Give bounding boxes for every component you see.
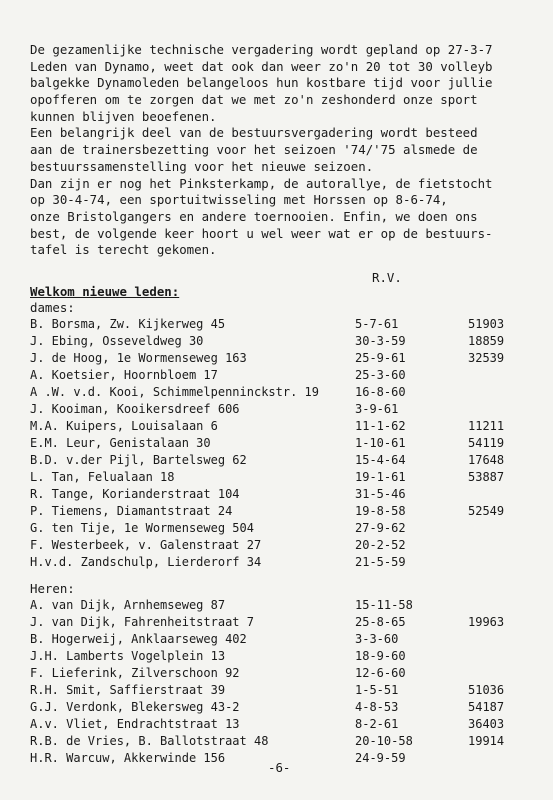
intro-line: onze Bristolgangers en andere toernooien. Enfin, we doen ons <box>30 208 478 224</box>
member-name: E.M. Leur, Genistalaan 30 <box>30 436 211 450</box>
member-row <box>30 435 553 452</box>
member-num: 11211 <box>468 419 505 433</box>
member-num: 36403 <box>468 717 505 731</box>
member-name: R. Tange, Korianderstraat 104 <box>30 487 240 501</box>
member-date: 1-10-61 <box>355 436 406 450</box>
intro-line: balgekke Dynamoleden belangeloos hun kostbare tijd voor jullie <box>30 75 493 91</box>
member-row <box>30 367 553 384</box>
member-name: A .W. v.d. Kooi, Schimmelpenninckstr. 19 <box>30 385 319 399</box>
member-row <box>30 665 553 682</box>
member-name: J. de Hoog, 1e Wormenseweg 163 <box>30 351 247 365</box>
member-num: 54119 <box>468 436 505 450</box>
member-date: 25-8-65 <box>355 615 406 629</box>
member-name: F. Westerbeek, v. Galenstraat 27 <box>30 538 262 552</box>
member-date: 1-5-51 <box>355 683 399 697</box>
member-name: B.D. v.der Pijl, Bartelsweg 62 <box>30 453 247 467</box>
member-row <box>30 716 553 733</box>
member-date: 3-3-60 <box>355 632 399 646</box>
member-name: G.J. Verdonk, Blekersweg 43-2 <box>30 700 240 714</box>
member-row <box>30 537 553 554</box>
member-row <box>30 384 553 401</box>
member-row <box>30 648 553 665</box>
member-date: 18-9-60 <box>355 649 406 663</box>
member-date: 16-8-60 <box>355 385 406 399</box>
member-name: L. Tan, Felualaan 18 <box>30 470 175 484</box>
member-row <box>30 614 553 631</box>
member-date: 20-10-58 <box>355 734 413 748</box>
signature: R.V. <box>372 270 402 285</box>
intro-line: tafel is terecht gekomen. <box>30 242 217 258</box>
member-name: B. Borsma, Zw. Kijkerweg 45 <box>30 317 226 331</box>
intro-line: opofferen om te zorgen dat we met zo'n zeshonderd onze sport <box>30 92 478 108</box>
member-row <box>30 631 553 648</box>
member-name: J. Kooiman, Kooikersdreef 606 <box>30 402 240 416</box>
member-date: 15-11-58 <box>355 598 413 612</box>
member-num: 19914 <box>468 734 505 748</box>
member-name: B. Hogerweij, Anklaarseweg 402 <box>30 632 247 646</box>
member-date: 19-1-61 <box>355 470 406 484</box>
member-date: 8-2-61 <box>355 717 399 731</box>
member-num: 51036 <box>468 683 505 697</box>
member-num: 19963 <box>468 615 505 629</box>
member-row <box>30 469 553 486</box>
member-row <box>30 503 553 520</box>
member-name: P. Tiemens, Diamantstraat 24 <box>30 504 233 518</box>
member-name: G. ten Tije, 1e Wormenseweg 504 <box>30 521 254 535</box>
member-date: 12-6-60 <box>355 666 406 680</box>
member-row <box>30 350 553 367</box>
member-row <box>30 597 553 614</box>
member-row <box>30 333 553 350</box>
intro-line: De gezamenlijke technische vergadering wordt gepland op 27-3-7 <box>30 42 493 57</box>
member-name: R.H. Smit, Saffierstraat 39 <box>30 683 226 697</box>
member-row <box>30 316 553 333</box>
member-date: 20-2-52 <box>355 538 406 552</box>
member-date: 4-8-53 <box>355 700 399 714</box>
intro-line: best, de volgende keer hoort u wel weer wat er op de bestuurs- <box>30 225 493 241</box>
intro-line: Dan zijn er nog het Pinksterkamp, de autorallye, de fietstocht <box>30 175 493 191</box>
intro-line: Leden van Dynamo, weet dat ook dan weer zo'n 20 tot 30 volleyb <box>30 58 493 74</box>
welcome-title: Welkom nieuwe leden: <box>30 284 180 299</box>
member-date: 19-8-58 <box>355 504 406 518</box>
intro-paragraph <box>30 42 553 259</box>
member-row <box>30 452 553 469</box>
intro-line: Een belangrijk deel van de bestuursvergadering wordt besteed <box>30 125 478 141</box>
member-name: F. Lieferink, Zilverschoon 92 <box>30 666 240 680</box>
member-row <box>30 699 553 716</box>
member-row <box>30 682 553 699</box>
member-date: 24-9-59 <box>355 751 406 765</box>
member-date: 27-9-62 <box>355 521 406 535</box>
dames-list <box>30 316 553 571</box>
member-row <box>30 554 553 571</box>
member-name: J. van Dijk, Fahrenheitstraat 7 <box>30 615 254 629</box>
member-name: R.B. de Vries, B. Ballotstraat 48 <box>30 734 269 748</box>
member-num: 18859 <box>468 334 505 348</box>
member-name: J.H. Lamberts Vogelplein 13 <box>30 649 226 663</box>
member-row <box>30 486 553 503</box>
member-num: 51903 <box>468 317 505 331</box>
member-date: 11-1-62 <box>355 419 406 433</box>
member-date: 30-3-59 <box>355 334 406 348</box>
heren-list <box>30 597 553 767</box>
member-row <box>30 418 553 435</box>
heren-label: Heren: <box>30 581 75 596</box>
member-date: 5-7-61 <box>355 317 399 331</box>
dames-label: dames: <box>30 300 75 315</box>
member-date: 21-5-59 <box>355 555 406 569</box>
member-name: J. Ebing, Osseveldweg 30 <box>30 334 204 348</box>
member-date: 25-9-61 <box>355 351 406 365</box>
member-num: 17648 <box>468 453 505 467</box>
member-date: 15-4-64 <box>355 453 406 467</box>
member-row <box>30 520 553 537</box>
member-row <box>30 401 553 418</box>
intro-line: bestuurssamenstelling voor het nieuwe seizoen. <box>30 158 374 174</box>
page-number: -6- <box>268 760 291 775</box>
member-date: 3-9-61 <box>355 402 399 416</box>
member-name: H.R. Warcuw, Akkerwinde 156 <box>30 751 226 765</box>
member-row <box>30 733 553 750</box>
intro-line: kunnen blijven beoefenen. <box>30 108 217 124</box>
member-date: 31-5-46 <box>355 487 406 501</box>
member-date: 25-3-60 <box>355 368 406 382</box>
member-num: 52549 <box>468 504 505 518</box>
member-name: A. van Dijk, Arnhemseweg 87 <box>30 598 226 612</box>
member-name: A. Koetsier, Hoornbloem 17 <box>30 368 218 382</box>
member-row <box>30 750 553 767</box>
intro-line: op 30-4-74, een sportuitwisseling met Horssen op 8-6-74, <box>30 192 448 208</box>
member-name: H.v.d. Zandschulp, Lierderorf 34 <box>30 555 262 569</box>
member-num: 54187 <box>468 700 505 714</box>
member-name: M.A. Kuipers, Louisalaan 6 <box>30 419 218 433</box>
member-num: 32539 <box>468 351 505 365</box>
member-num: 53887 <box>468 470 505 484</box>
member-name: A.v. Vliet, Endrachtstraat 13 <box>30 717 240 731</box>
intro-line: aan de trainersbezetting voor het seizoen '74/'75 alsmede de <box>30 142 478 158</box>
